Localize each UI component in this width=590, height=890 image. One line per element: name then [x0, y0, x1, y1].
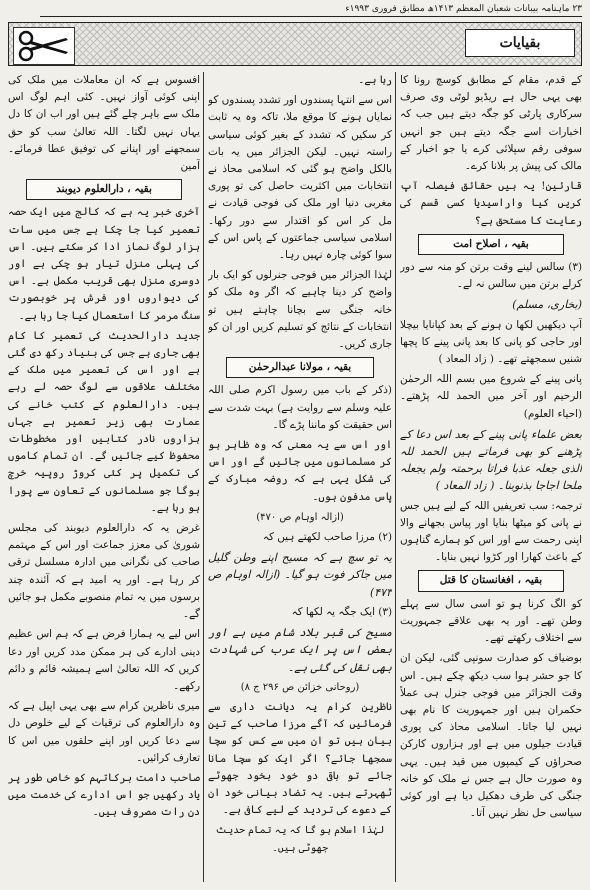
paragraph: جدید دارالحدیث کی تعمیر کا کام بھی جاری ہے جس کی بنیاد رکھ دی گئی ہے اور اس کی تعمیر میں ملک کے مختلف علاقوں سے لوگ حصہ لے رہے ہیں۔ دارالعلوم کے کتب خانے کی عمارت بھی زیر تعمیر ہے جہاں ہزاروں نادر کتابیں اور مخطوطات محفوظ کیے جائیں گے۔ ان تمام کاموں کی تکمیل پر کئی کروڑ روپیہ خرچ ہوگا جو مسلمانوں کے تعاون سے پورا ہو رہا ہے۔ [8, 329, 200, 514]
paragraph: (ذکر کے باب میں رسول اکرم صلی اللہ علیہ وسلم سے روایت ہے) بہت شدت سے اس حقیقت کو ماننا پڑے گا۔ [208, 384, 392, 431]
paragraph: صاحب دامت برکاتہم کو خاص طور پر یاد رکھیں جو اس ادارے کی خدمت میں دن رات مصروف ہیں۔ [8, 771, 200, 819]
scissors-icon [13, 27, 75, 65]
paragraph: کو الگ کرنا ہو تو اسی سال سے پہلے وطن تھے۔ اور یہ بھی علاقے جمہوریت سے اختلاف رکھتے تھے۔ [400, 597, 582, 645]
paragraph: بعض علماء پانی پینے کے بعد اس دعا کے پڑھنے کو بھی فرماتے ہیں الحمد للہ الذی جعلہ عذبا فراتا برحمتہ ولم یجعلہ ملحا اجاجا بذنوبنا۔ ( زاد المعاد ) [400, 427, 582, 493]
column-left [8, 72, 200, 882]
paragraph: لہٰذا الجزائر میں فوجی جنرلوں کو ایک بار واضح کر دینا چاہیے کہ اگر وہ ملک کو خانہ جنگی سے بچانا چاہتے ہیں تو انتخابات کے نتائج کو تسلیم کریں اور ان کو جاری کریں۔ [208, 269, 392, 351]
paragraph: ترجمہ: سب تعریفیں اللہ کے لیے ہیں جس نے پانی کو میٹھا بنایا اور پیاس بجھانے والا اپنی رحمت سے اور اس کو ہمارے گناہوں کے باعث کھارا اور کڑوا نہیں بنایا۔ [400, 499, 582, 564]
paragraph: اور اس سے یہ معنی کہ وہ ظاہر ہو کر مسلمانوں میں جائیں گے اور اس کی شکل یہی ہے کہ روضہ مبارک کے پاس مدفون ہوں۔ [208, 439, 392, 503]
citation: (ازالہ اوہام ص ۴۷۰) [256, 511, 344, 523]
running-head: ۲۳ ماہنامہ بیبانات شعبان المعظم ۱۴۱۳ھ مطابق فروری ۱۹۹۳ء [40, 4, 582, 17]
paragraph: (۳) ایک جگہ یہ لکھا کہ [291, 605, 392, 618]
paragraph: بوضیاف کو صدارت سونپی گئی، لیکن ان کا جو حشر ہوا سب دیکھ چکے ہیں۔ اس وقت الجزائر میں فوجی جنرل ہی عملاً حکمران ہیں اور جمہوریت کا نام بھی نہیں لیا جاتا۔ اسلامی محاذ کی پوری قیادت جیلوں میں ہے اور ہزاروں کارکن صحراؤں کے کیمپوں میں قید ہیں۔ یہی وہ صورت حال ہے جس نے ملک کو خانہ جنگی کی طرف دھکیل دیا ہے اور کوئی سیاسی حل نظر نہیں آتا۔ [400, 652, 582, 820]
section-heading: بقیہ ، دارالعلوم دیوبند [26, 179, 182, 200]
quote: مسیح کی قبر بلاد شام میں ہے اور بعض اس پر ایک عرب کی شہادت بھی نقل کی گئی ہے۔ [208, 626, 392, 674]
paragraph: (۳) سالس لینے وقت برتن کو منہ سے دور کرلے برتن میں سالس نہ لے۔ [400, 261, 582, 291]
column-middle [208, 72, 392, 882]
section-label: بقیایات [465, 29, 575, 57]
paragraph: آخری خبر یہ ہے کہ کالج میں ایک حصہ تعمیر کیا جا چکا ہے جس میں سات ہزار لوگ نماز ادا کر سکتے ہیں۔ اس کی پہلی منزل تیار ہو چکی ہے اور دوسری منزل بھی قریب مکمل ہے۔ اس کی دیواروں اور فرش پر خوبصورت سنگ مرمر کا استعمال کیا جا رہا ہے۔ [8, 206, 200, 322]
column-divider [395, 72, 396, 882]
paragraph: غرض یہ کہ دارالعلوم دیوبند کی مجلس شوریٰ کی معزز جماعت اور اس کے مہتمم صاحب کی نگرانی میں ادارہ مسلسل ترقی کر رہا ہے۔ اور یہ امید ہے کہ آئندہ چند برسوں میں یہ تمام منصوبے مکمل ہو جائیں گے۔ [8, 522, 200, 621]
paragraph: رہا ہے۔ [358, 74, 392, 86]
section-heading: بقیہ ، افغانستان کا قتل [418, 570, 564, 591]
paragraph: (۲) مرزا صاحب لکھتے ہیں کہ [262, 531, 392, 544]
paragraph: آپ دیکھیں لکھا ن ہونے کے بعد کپانایا بیچلا اور حاجی کو پانی کا بعد پانی پینے کا پچھا شنیں سمجھتے تھے۔ ( زاد المعاد ) [400, 318, 582, 366]
section-heading: بقیہ ، اصلاح امت [418, 234, 564, 255]
paragraph: پانی پینے کے شروع میں بسم اللہ الرحمٰن الرحیم اور آخر میں الحمد للہ پڑھتے۔ (احیاء العلوم) [400, 373, 582, 420]
paragraph: ناظرین کرام یہ دیانت داری سے فرمائیں کہ آگے مرزا صاحب کے تین بیان ہیں تو ان میں سے کس کو سچا سمجھا جائے؟ اگر ایک کو سچا مانا جائے تو باقی دو خود بخود جھوٹے ٹھہرتے ہیں۔ یہ تضاد بیانی خود ان کے دعوے کی تردید کے لیے کافی ہے۔ [208, 700, 392, 817]
quote: یہ تو سچ ہے کہ مسیح اپنے وطن گلیل میں جاکر فوت ہو گیا۔ (ازالہ اوہام ص ۴۷۳) [208, 551, 392, 599]
column-divider [203, 72, 204, 882]
paragraph: قارئین! یہ ہیں حقائق فیصلہ آپ کریں کیا واراسیدیا کسی قسم کی رعایت کا مستحق ہے؟ [400, 180, 582, 227]
citation: (بخاری، مسلم) [512, 298, 582, 312]
section-heading: بقیہ ، مولانا عبدالرحمٰن [226, 357, 374, 378]
column-right [400, 72, 582, 882]
paragraph: کے قدم، مقام کے مطابق کوسچ رونا کا بھی یہی حال ہے ریڈیو لوٹی وی صرف سرکاری پارٹی کو جگہ دیتے ہیں جب کہ اخبارات اسے جگہ دیتے ہیں جو انہیں سوفی رقم سپلائی کرے یا جو اخبار کے مالک کی پیش پر بلانا کرے۔ [400, 74, 582, 173]
citation: (روحانی خزائن ص ۲۹۶ ج ۸) [240, 681, 360, 693]
paragraph: اس لیے یہ ہمارا فرض ہے کہ ہم اس عظیم دینی ادارے کی ہر ممکن مدد کریں اور دعا کریں کہ اللہ تعالیٰ اسے ہمیشہ قائم و دائم رکھے۔ [8, 628, 200, 692]
paragraph: اس سے انتہا پسندوں اور تشدد پسندوں کو نمایاں ہونے کا موقع ملا، تاکہ وہ یہ ثابت کر سکیں کہ تشدد کے بغیر کوئی سیاسی راستہ نہیں۔ لیکن الجزائر میں یہ بات بالکل واضح ہو گئی کہ اسلامی محاذ نے انتخابات میں اکثریت حاصل کی تو پوری مغربی دنیا اور ملک کی فوجی قیادت نے مل کر اس کو اقتدار سے دور رکھا۔ اسلامی سیاسی جماعتوں کے پاس اس کے سوا کوئی چارہ نہیں رہا۔ [208, 94, 392, 262]
paragraph: میری ناظرین کرام سے بھی یہی اپیل ہے کہ وہ دارالعلوم کی ترقیات کے لیے خلوص دل سے دعا کریں اور اپنے حلقوں میں اس کا تعارف کرائیں۔ [8, 700, 200, 764]
section-banner [8, 22, 582, 66]
closing-line: لہٰذا اسلام ہو گا کہ یہ تمام حدیث جھوٹی ہیں۔ [215, 825, 385, 854]
paragraph: افسوس ہے کہ ان معاملات میں ملک کی اپنی کوئی آواز نہیں۔ کئی اہم لوگ اس ملک سے باہر چلے گئے ہیں اور اب ان کا دل یہاں نہیں لگتا۔ اللہ تعالیٰ سب کو حق سمجھنے اور اپنانے کی توفیق عطا فرمائے۔ آمین [8, 74, 200, 173]
